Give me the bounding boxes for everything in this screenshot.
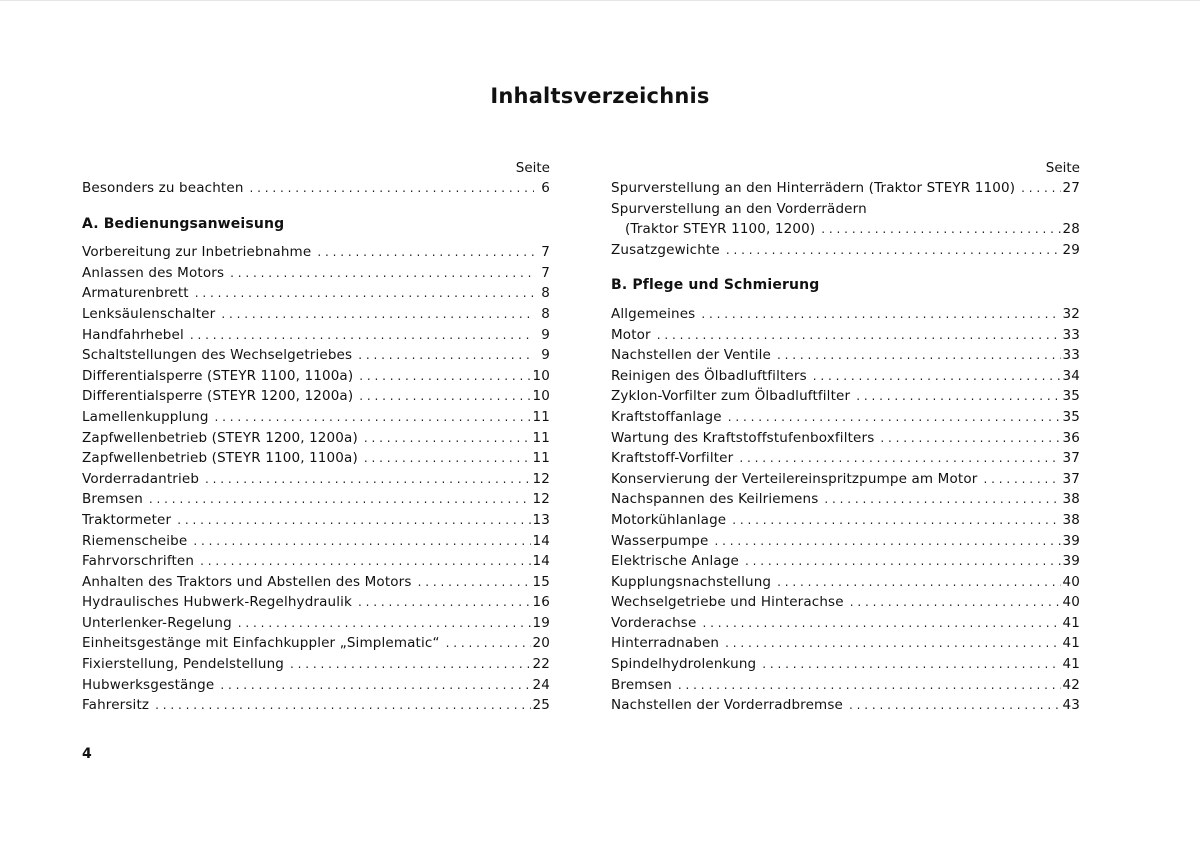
toc-entry-page: 8 bbox=[541, 305, 550, 322]
leader-dots bbox=[725, 633, 1060, 654]
toc-entry-page: 37 bbox=[1062, 470, 1080, 487]
toc-entry-label: Vorderradantrieb bbox=[82, 470, 200, 487]
seite-header-left: Seite bbox=[515, 160, 550, 176]
toc-entry-label: Armaturenbrett bbox=[82, 285, 189, 302]
toc-entry-label: Motorkühlanlage bbox=[611, 511, 727, 528]
leader-dots bbox=[856, 386, 1060, 407]
leader-dots bbox=[821, 219, 1060, 240]
leader-dots bbox=[732, 510, 1060, 531]
leader-dots bbox=[983, 469, 1060, 490]
toc-entry-page: 35 bbox=[1062, 388, 1080, 405]
leader-dots bbox=[190, 325, 534, 346]
toc-entry[interactable] bbox=[82, 448, 550, 469]
top-border bbox=[0, 0, 1200, 1]
leader-dots bbox=[155, 695, 530, 716]
toc-entry-page: 10 bbox=[532, 367, 550, 384]
toc-entry[interactable] bbox=[611, 448, 1080, 469]
toc-entry-page: 7 bbox=[541, 264, 550, 281]
toc-entry-label: Kupplungsnachstellung bbox=[611, 573, 772, 590]
toc-entry[interactable] bbox=[82, 489, 550, 510]
toc-entry[interactable] bbox=[82, 633, 550, 654]
toc-entry-page: 41 bbox=[1062, 635, 1080, 652]
toc-entry[interactable] bbox=[611, 386, 1080, 407]
leader-dots bbox=[702, 613, 1060, 634]
toc-entry[interactable] bbox=[82, 304, 550, 325]
toc-entry-label: Schaltstellungen des Wechselgetriebes bbox=[82, 347, 353, 364]
leader-dots bbox=[290, 654, 531, 675]
leader-dots bbox=[777, 345, 1061, 366]
leader-dots bbox=[358, 345, 534, 366]
toc-entry[interactable] bbox=[611, 469, 1080, 490]
toc-entry-label: Motor bbox=[611, 326, 651, 343]
toc-entry-label: Unterlenker-Regelung bbox=[82, 614, 232, 631]
section-heading-b: B. Pflege und Schmierung bbox=[611, 277, 820, 294]
toc-entry[interactable] bbox=[82, 345, 550, 366]
toc-entry-label: Zusatzgewichte bbox=[611, 241, 720, 258]
leader-dots bbox=[446, 633, 531, 654]
leader-dots bbox=[364, 448, 531, 469]
leader-dots bbox=[701, 304, 1060, 325]
toc-entry-page: 28 bbox=[1062, 221, 1080, 238]
leader-dots bbox=[728, 407, 1061, 428]
toc-entry[interactable] bbox=[611, 510, 1080, 531]
toc-entry-page: 41 bbox=[1062, 614, 1080, 631]
toc-entry[interactable] bbox=[82, 592, 550, 613]
leader-dots bbox=[193, 531, 530, 552]
toc-entry-page: 39 bbox=[1062, 532, 1080, 549]
toc-entry-page: 24 bbox=[532, 676, 550, 693]
toc-entry-label: Zyklon-Vorfilter zum Ölbadluftfilter bbox=[611, 388, 851, 405]
leader-dots bbox=[359, 366, 530, 387]
toc-entry[interactable] bbox=[611, 304, 1080, 325]
toc-entry-page: 36 bbox=[1062, 429, 1080, 446]
toc-entry-label: Fahrvorschriften bbox=[82, 553, 195, 570]
toc-entry-page: 7 bbox=[541, 244, 550, 261]
toc-entry-page: 6 bbox=[541, 180, 550, 196]
leader-dots bbox=[739, 448, 1060, 469]
toc-entry[interactable] bbox=[611, 592, 1080, 613]
toc-entry-page: 12 bbox=[532, 491, 550, 508]
toc-entry-page: 38 bbox=[1062, 511, 1080, 528]
toc-entry-label: Zapfwellenbetrieb (STEYR 1200, 1200a) bbox=[82, 429, 358, 446]
toc-entry-page: 35 bbox=[1062, 408, 1080, 425]
toc-entry-label: Spurverstellung an den Vorderrädern bbox=[611, 200, 867, 217]
leader-dots bbox=[714, 531, 1060, 552]
toc-entry-label: Handfahrhebel bbox=[82, 326, 184, 343]
toc-entry-label: Spindelhydrolenkung bbox=[611, 656, 757, 673]
toc-entry[interactable] bbox=[611, 633, 1080, 654]
toc-entry-page: 10 bbox=[532, 388, 550, 405]
toc-entry-spur-vorne-line1[interactable] bbox=[611, 199, 1080, 220]
toc-entry-label: Vorderachse bbox=[611, 614, 697, 631]
toc-entry-page: 33 bbox=[1062, 326, 1080, 343]
toc-entry-label: Allgemeines bbox=[611, 305, 696, 322]
toc-entry-label: Einheitsgestänge mit Einfachkuppler „Simplematic“ bbox=[82, 635, 440, 652]
toc-entry-page: 14 bbox=[532, 532, 550, 549]
toc-entry-label: Differentialsperre (STEYR 1200, 1200a) bbox=[82, 388, 354, 405]
leader-dots bbox=[880, 428, 1060, 449]
leader-dots bbox=[745, 551, 1061, 572]
toc-entry-label: Differentialsperre (STEYR 1100, 1100a) bbox=[82, 367, 354, 384]
toc-entry[interactable] bbox=[82, 366, 550, 387]
toc-entry[interactable] bbox=[82, 469, 550, 490]
toc-entry-page: 22 bbox=[532, 656, 550, 673]
toc-entry[interactable] bbox=[82, 654, 550, 675]
leader-dots bbox=[215, 407, 531, 428]
toc-entry-page: 12 bbox=[532, 470, 550, 487]
toc-entry-page: 9 bbox=[541, 326, 550, 343]
toc-entry-label: Elektrische Anlage bbox=[611, 553, 739, 570]
toc-entry-page: 27 bbox=[1062, 180, 1080, 196]
toc-entry-label: Fixierstellung, Pendelstellung bbox=[82, 656, 284, 673]
leader-dots bbox=[359, 386, 530, 407]
toc-entry-page: 8 bbox=[541, 285, 550, 302]
toc-entry-page: 11 bbox=[532, 450, 550, 467]
toc-list-b bbox=[611, 304, 1080, 716]
toc-entry-label: Wartung des Kraftstoffstufenboxfilters bbox=[611, 429, 875, 446]
toc-entry-label: Fahrersitz bbox=[82, 697, 150, 714]
toc-entry-page: 40 bbox=[1062, 594, 1080, 611]
toc-entry-label: Kraftstoffanlage bbox=[611, 408, 722, 425]
toc-entry-page: 19 bbox=[532, 614, 550, 631]
leader-dots bbox=[849, 695, 1061, 716]
toc-entry-page: 38 bbox=[1062, 491, 1080, 508]
toc-entry-label: Spurverstellung an den Hinterrädern (Traktor STEYR 1100) bbox=[611, 180, 1016, 196]
leader-dots bbox=[762, 654, 1060, 675]
toc-entry-page: 14 bbox=[532, 553, 550, 570]
toc-entry-label: Vorbereitung zur Inbetriebnahme bbox=[82, 244, 312, 261]
toc-entry-page: 40 bbox=[1062, 573, 1080, 590]
toc-entry[interactable] bbox=[611, 489, 1080, 510]
toc-entry[interactable] bbox=[82, 510, 550, 531]
toc-entry[interactable] bbox=[611, 325, 1080, 346]
toc-entry-label: Besonders zu beachten bbox=[82, 180, 244, 196]
toc-entry[interactable] bbox=[611, 613, 1080, 634]
toc-entry[interactable] bbox=[611, 428, 1080, 449]
leader-dots bbox=[149, 489, 531, 510]
toc-entry-spur-hinten[interactable] bbox=[611, 178, 1080, 199]
page-number: 4 bbox=[82, 746, 92, 762]
toc-entry[interactable] bbox=[82, 572, 550, 593]
toc-entry-label: Nachstellen der Ventile bbox=[611, 347, 771, 364]
leader-dots bbox=[364, 428, 531, 449]
leader-dots bbox=[317, 242, 534, 263]
toc-entry[interactable] bbox=[611, 675, 1080, 696]
leader-dots bbox=[177, 510, 530, 531]
leader-dots bbox=[238, 613, 531, 634]
leader-dots bbox=[726, 240, 1061, 261]
section-heading-a: A. Bedienungsanweisung bbox=[82, 215, 285, 232]
toc-entry-label: Bremsen bbox=[611, 676, 672, 693]
toc-entry-label: Reinigen des Ölbadluftfilters bbox=[611, 367, 807, 384]
toc-entry-label: Hydraulisches Hubwerk-Regelhydraulik bbox=[82, 594, 353, 611]
toc-entry[interactable] bbox=[82, 325, 550, 346]
leader-dots bbox=[678, 675, 1061, 696]
leader-dots bbox=[220, 675, 530, 696]
toc-entry[interactable] bbox=[82, 675, 550, 696]
toc-entry-page: 43 bbox=[1062, 697, 1080, 714]
toc-entry-label: Traktormeter bbox=[82, 511, 172, 528]
toc-entry-page: 20 bbox=[532, 635, 550, 652]
toc-entry-page: 29 bbox=[1062, 241, 1080, 258]
toc-entry[interactable] bbox=[82, 283, 550, 304]
leader-dots bbox=[221, 304, 534, 325]
toc-entry[interactable] bbox=[82, 428, 550, 449]
toc-entry[interactable] bbox=[611, 551, 1080, 572]
toc-entry-page: 34 bbox=[1062, 367, 1080, 384]
toc-entry-page: 42 bbox=[1062, 676, 1080, 693]
toc-entry-besonders[interactable] bbox=[82, 178, 550, 199]
leader-dots bbox=[813, 366, 1061, 387]
leader-dots bbox=[824, 489, 1060, 510]
toc-entry[interactable] bbox=[82, 613, 550, 634]
leader-dots bbox=[358, 592, 531, 613]
toc-entry-page: 33 bbox=[1062, 347, 1080, 364]
toc-entry-label: Zapfwellenbetrieb (STEYR 1100, 1100a) bbox=[82, 450, 358, 467]
toc-entry[interactable] bbox=[611, 531, 1080, 552]
toc-entry-label: Bremsen bbox=[82, 491, 143, 508]
toc-entry-label: Anlassen des Motors bbox=[82, 264, 225, 281]
toc-right-column bbox=[611, 158, 1080, 716]
toc-entry-label: Wechselgetriebe und Hinterachse bbox=[611, 594, 844, 611]
leader-dots bbox=[777, 572, 1060, 593]
toc-entry[interactable] bbox=[82, 407, 550, 428]
toc-entry-page: 16 bbox=[532, 594, 550, 611]
toc-entry-label: Riemenscheibe bbox=[82, 532, 188, 549]
leader-dots bbox=[850, 592, 1061, 613]
toc-entry[interactable] bbox=[82, 531, 550, 552]
toc-entry-spur-vorne-line2[interactable] bbox=[611, 219, 1080, 240]
toc-entry-label: (Traktor STEYR 1100, 1200) bbox=[625, 221, 816, 238]
toc-entry-page: 13 bbox=[532, 511, 550, 528]
toc-entry-label: Hinterradnaben bbox=[611, 635, 720, 652]
leader-dots bbox=[250, 178, 534, 199]
leader-dots bbox=[195, 283, 534, 304]
toc-entry[interactable] bbox=[611, 366, 1080, 387]
leader-dots bbox=[418, 572, 531, 593]
toc-entry-page: 9 bbox=[541, 347, 550, 364]
toc-entry[interactable] bbox=[82, 551, 550, 572]
toc-entry[interactable] bbox=[611, 345, 1080, 366]
toc-entry-page: 25 bbox=[532, 697, 550, 714]
toc-entry[interactable] bbox=[82, 695, 550, 716]
toc-left-column bbox=[82, 158, 550, 716]
leader-dots bbox=[205, 469, 530, 490]
toc-entry[interactable] bbox=[611, 695, 1080, 716]
toc-entry-label: Hubwerksgestänge bbox=[82, 676, 215, 693]
leader-dots bbox=[230, 263, 534, 284]
toc-entry-label: Lenksäulenschalter bbox=[82, 305, 216, 322]
toc-entry-label: Anhalten des Traktors und Abstellen des Motors bbox=[82, 573, 412, 590]
toc-entry-page: 11 bbox=[532, 408, 550, 425]
leader-dots bbox=[200, 551, 530, 572]
toc-entry[interactable] bbox=[611, 407, 1080, 428]
toc-entry[interactable] bbox=[82, 242, 550, 263]
toc-entry-page: 11 bbox=[532, 429, 550, 446]
toc-entry-page: 39 bbox=[1062, 553, 1080, 570]
toc-entry-label: Nachspannen des Keilriemens bbox=[611, 491, 819, 508]
toc-entry-label: Nachstellen der Vorderradbremse bbox=[611, 697, 843, 714]
toc-entry-label: Konservierung der Verteilereinspritzpumpe am Motor bbox=[611, 470, 978, 487]
leader-dots bbox=[1021, 178, 1060, 199]
toc-entry[interactable] bbox=[611, 572, 1080, 593]
toc-entry-page: 32 bbox=[1062, 305, 1080, 322]
toc-entry[interactable] bbox=[82, 386, 550, 407]
toc-entry-page: 41 bbox=[1062, 656, 1080, 673]
toc-entry-page: 37 bbox=[1062, 450, 1080, 467]
toc-entry-label: Lamellenkupplung bbox=[82, 408, 209, 425]
leader-dots bbox=[657, 325, 1061, 346]
toc-entry-zusatzgewichte[interactable] bbox=[611, 240, 1080, 261]
toc-entry[interactable] bbox=[82, 263, 550, 284]
toc-entry-page: 15 bbox=[532, 573, 550, 590]
toc-entry-label: Wasserpumpe bbox=[611, 532, 709, 549]
toc-entry-label: Kraftstoff-Vorfilter bbox=[611, 450, 734, 467]
toc-entry[interactable] bbox=[611, 654, 1080, 675]
toc-list-a bbox=[82, 242, 550, 716]
seite-header-right: Seite bbox=[1045, 160, 1080, 176]
page-title: Inhaltsverzeichnis bbox=[490, 84, 710, 108]
